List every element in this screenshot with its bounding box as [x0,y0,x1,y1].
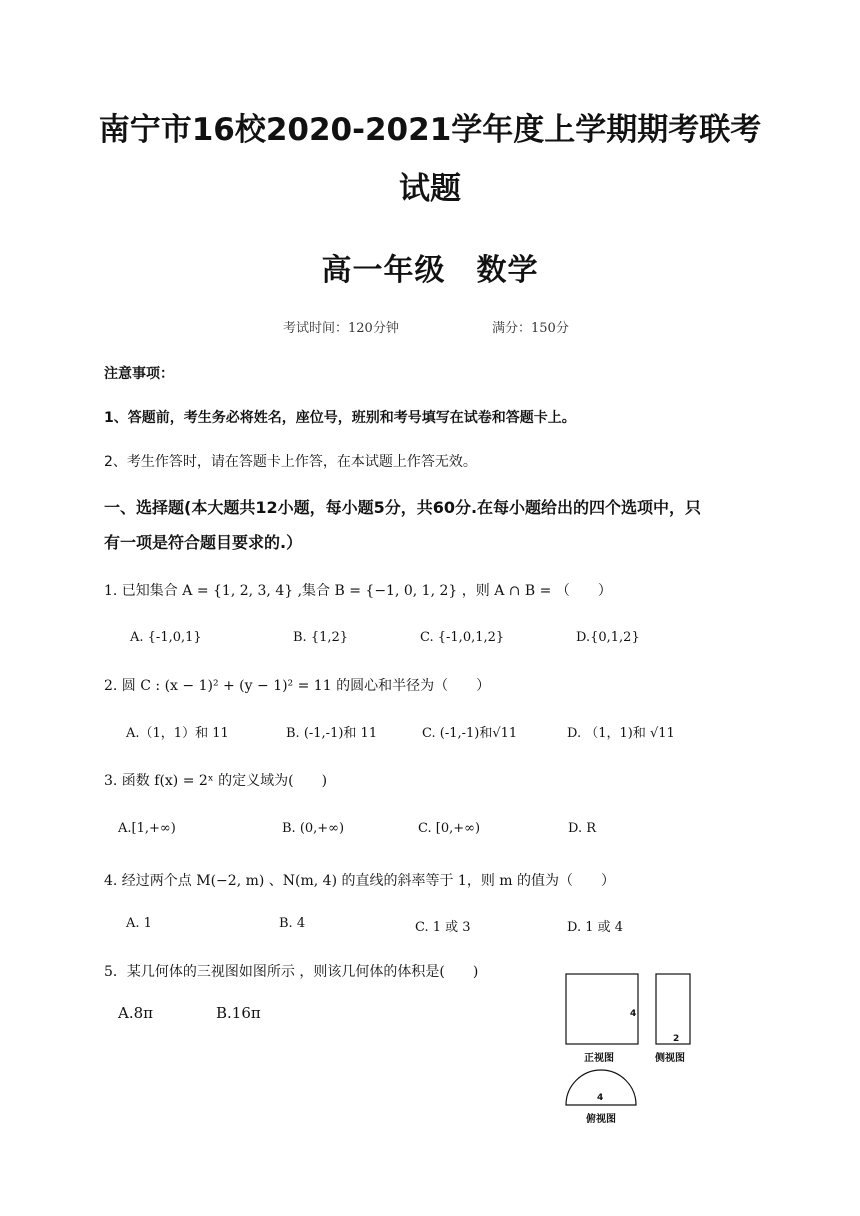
three-view-figure [560,968,710,1130]
section1-heading-line2: 有一项是符合题目要求的.） [104,533,303,552]
q3-option-c: C. [0,+∞) [418,821,481,836]
exam-time: 考试时间：120分钟 [283,321,399,336]
q3-option-a: A.[1,+∞) [118,821,176,836]
page-title-line1: 南宁市16校2020-2021学年度上学期期考联考 [98,112,762,148]
q1-option-b: B. {1,2} [293,630,349,645]
page-subtitle: 高一年级 数学 [321,253,539,288]
q2-option-c: C. (-1,-1)和√11 [422,726,518,741]
q4-option-b: B. 4 [279,916,306,931]
q4-option-c: C. 1 或 3 [415,920,471,935]
q4-option-a: A. 1 [126,916,152,931]
notice-2: 2、考生作答时，请在答题卡上作答，在本试题上作答无效。 [104,454,477,470]
question-3-stem: 3. 函数 f(x) = 2ˣ 的定义域为( ) [104,773,328,789]
q1-option-d: D.{0,1,2} [576,630,640,645]
front-view-dim: 4 [630,1009,637,1019]
question-1-stem: 1. 已知集合 A = {1, 2, 3, 4} ,集合 B = {−1, 0, 1, 2} ，则 A ∩ B = （ ） [104,583,612,599]
full-score: 满分：150分 [492,321,569,336]
q3-option-d: D. R [568,821,597,836]
q2-option-b: B. (-1,-1)和 11 [286,726,378,741]
notice-1: 1、答题前，考生务必将姓名，座位号，班别和考号填写在试卷和答题卡上。 [104,410,576,426]
front-view-rect [566,974,638,1044]
question-4-stem: 4. 经过两个点 M(−2, m) 、N(m, 4) 的直线的斜率等于 1，则 m 的值为（ ） [104,873,616,889]
q4-option-d: D. 1 或 4 [567,920,624,935]
q2-option-a: A.（1，1）和 11 [126,726,229,741]
side-view-label: 侧视图 [655,1053,685,1064]
q1-option-a: A. {-1,0,1} [130,630,202,645]
q5-option-a: A.8π [118,1004,154,1022]
question-2-stem: 2. 圆 C : (x − 1)² + (y − 1)² = 11 的圆心和半径为（ ） [104,678,491,694]
q3-option-b: B. (0,+∞) [282,821,345,836]
section1-heading-line1: 一、选择题(本大题共12小题，每小题5分，共60分.在每小题给出的四个选项中，只 [104,498,702,517]
top-view-label: 俯视图 [586,1114,616,1125]
q2-option-d: D. （1，1)和 √11 [567,726,675,741]
page-title-line2: 试题 [399,171,461,207]
top-view-dim: 4 [597,1093,604,1103]
question-5-stem: 5．某几何体的三视图如图所示 ，则该几何体的体积是( ) [104,964,479,980]
q5-option-b: B.16π [216,1004,261,1022]
side-view-dim: 2 [673,1034,680,1044]
notice-heading: 注意事项： [104,366,174,382]
q1-option-c: C. {-1,0,1,2} [420,630,505,645]
front-view-label: 正视图 [584,1053,614,1064]
